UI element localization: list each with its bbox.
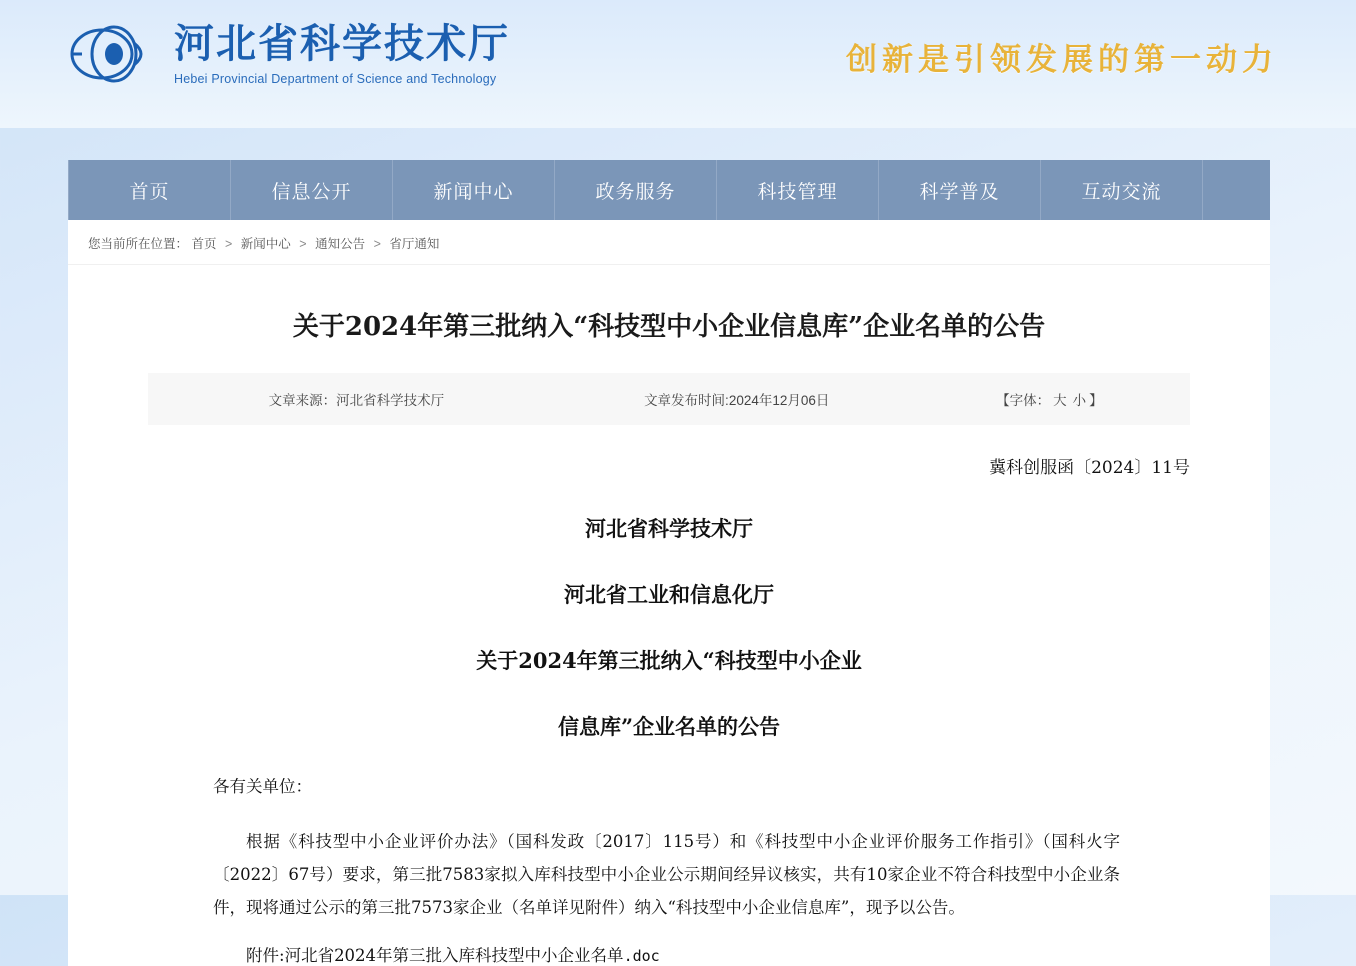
nav-item-science-popularization[interactable]: 科学普及 <box>879 160 1041 220</box>
document-heading-line-4: 信息库”企业名单的公告 <box>557 714 781 740</box>
content-panel <box>68 220 1270 966</box>
attachment-line <box>213 942 1120 966</box>
attachment-link[interactable]: 河北省2024年第三批入库科技型中小企业名单 <box>284 946 624 966</box>
main-navigation <box>68 160 1270 220</box>
font-size-controls <box>909 389 1190 409</box>
article-source: 文章来源：河北省科学技术厅 <box>268 393 445 409</box>
document-heading-line-1: 河北省科学技术厅 <box>585 516 753 542</box>
nav-item-home[interactable]: 首页 <box>68 160 231 220</box>
body-paragraph: 根据《科技型中小企业评价办法》（国科发政〔2017〕115号）和《科技型中小企业评价服务工作指引》（国科火字〔2022〕67号）要求，第三批7583家拟入库科技型中小企业公示期间经异议核实，共有10家企业不符合科技型中小企业条件，现将通过公示的第三批7573家企业（名单详见附件）纳入“科技型中小企业信息库”，现予以公告。 <box>213 832 1120 918</box>
site-logo[interactable] <box>68 22 510 86</box>
nav-item-information-disclosure[interactable]: 信息公开 <box>231 160 393 220</box>
logo-title-en: Hebei Provincial Department of Science and Technology <box>174 72 497 86</box>
attachment-label: 附件: <box>246 946 285 966</box>
department-emblem-icon <box>68 23 164 85</box>
font-size-small-button[interactable]: 小 <box>1072 393 1087 409</box>
document-heading-line-2: 河北省工业和信息化厅 <box>564 582 774 608</box>
nav-item-interaction[interactable]: 互动交流 <box>1041 160 1203 220</box>
nav-item-tech-management[interactable]: 科技管理 <box>717 160 879 220</box>
nav-item-government-services[interactable]: 政务服务 <box>555 160 717 220</box>
breadcrumb-item-home[interactable]: 首页 <box>191 237 217 251</box>
attachment-extension: .doc <box>623 947 660 966</box>
nav-item-news-center[interactable]: 新闻中心 <box>393 160 555 220</box>
breadcrumb-item-announcements[interactable]: 通知公告 <box>315 237 366 251</box>
salutation: 各有关单位： <box>213 777 312 797</box>
breadcrumb-separator: > <box>373 237 381 251</box>
breadcrumb-item-news-center[interactable]: 新闻中心 <box>240 237 291 251</box>
article-publish-date: 文章发布时间:2024年12月06日 <box>644 393 830 409</box>
breadcrumb-prefix: 您当前所在位置： <box>88 237 189 251</box>
logo-text <box>174 22 510 86</box>
nav-filler <box>1203 160 1270 220</box>
document-heading-line-3: 关于2024年第三批纳入“科技型中小企业 <box>476 648 862 674</box>
font-size-label: 【字体： <box>996 393 1051 409</box>
document-number: 冀科创服函〔2024〕11号 <box>989 458 1190 479</box>
font-size-label-end: 】 <box>1089 393 1103 409</box>
breadcrumb-item-provincial-notice[interactable]: 省厅通知 <box>389 237 440 251</box>
page-title: 关于2024年第三批纳入“科技型中小企业信息库”企业名单的公告 <box>292 312 1046 342</box>
logo-title-cn: 河北省科学技术厅 <box>174 20 510 67</box>
site-banner <box>0 0 1356 128</box>
font-size-large-button[interactable]: 大 <box>1053 393 1067 409</box>
article-meta-bar <box>148 373 1190 425</box>
breadcrumb-separator: > <box>299 237 307 251</box>
breadcrumb <box>68 220 1270 265</box>
breadcrumb-separator: > <box>225 237 233 251</box>
banner-slogan: 创新是引领发展的第一动力 <box>846 42 1278 78</box>
